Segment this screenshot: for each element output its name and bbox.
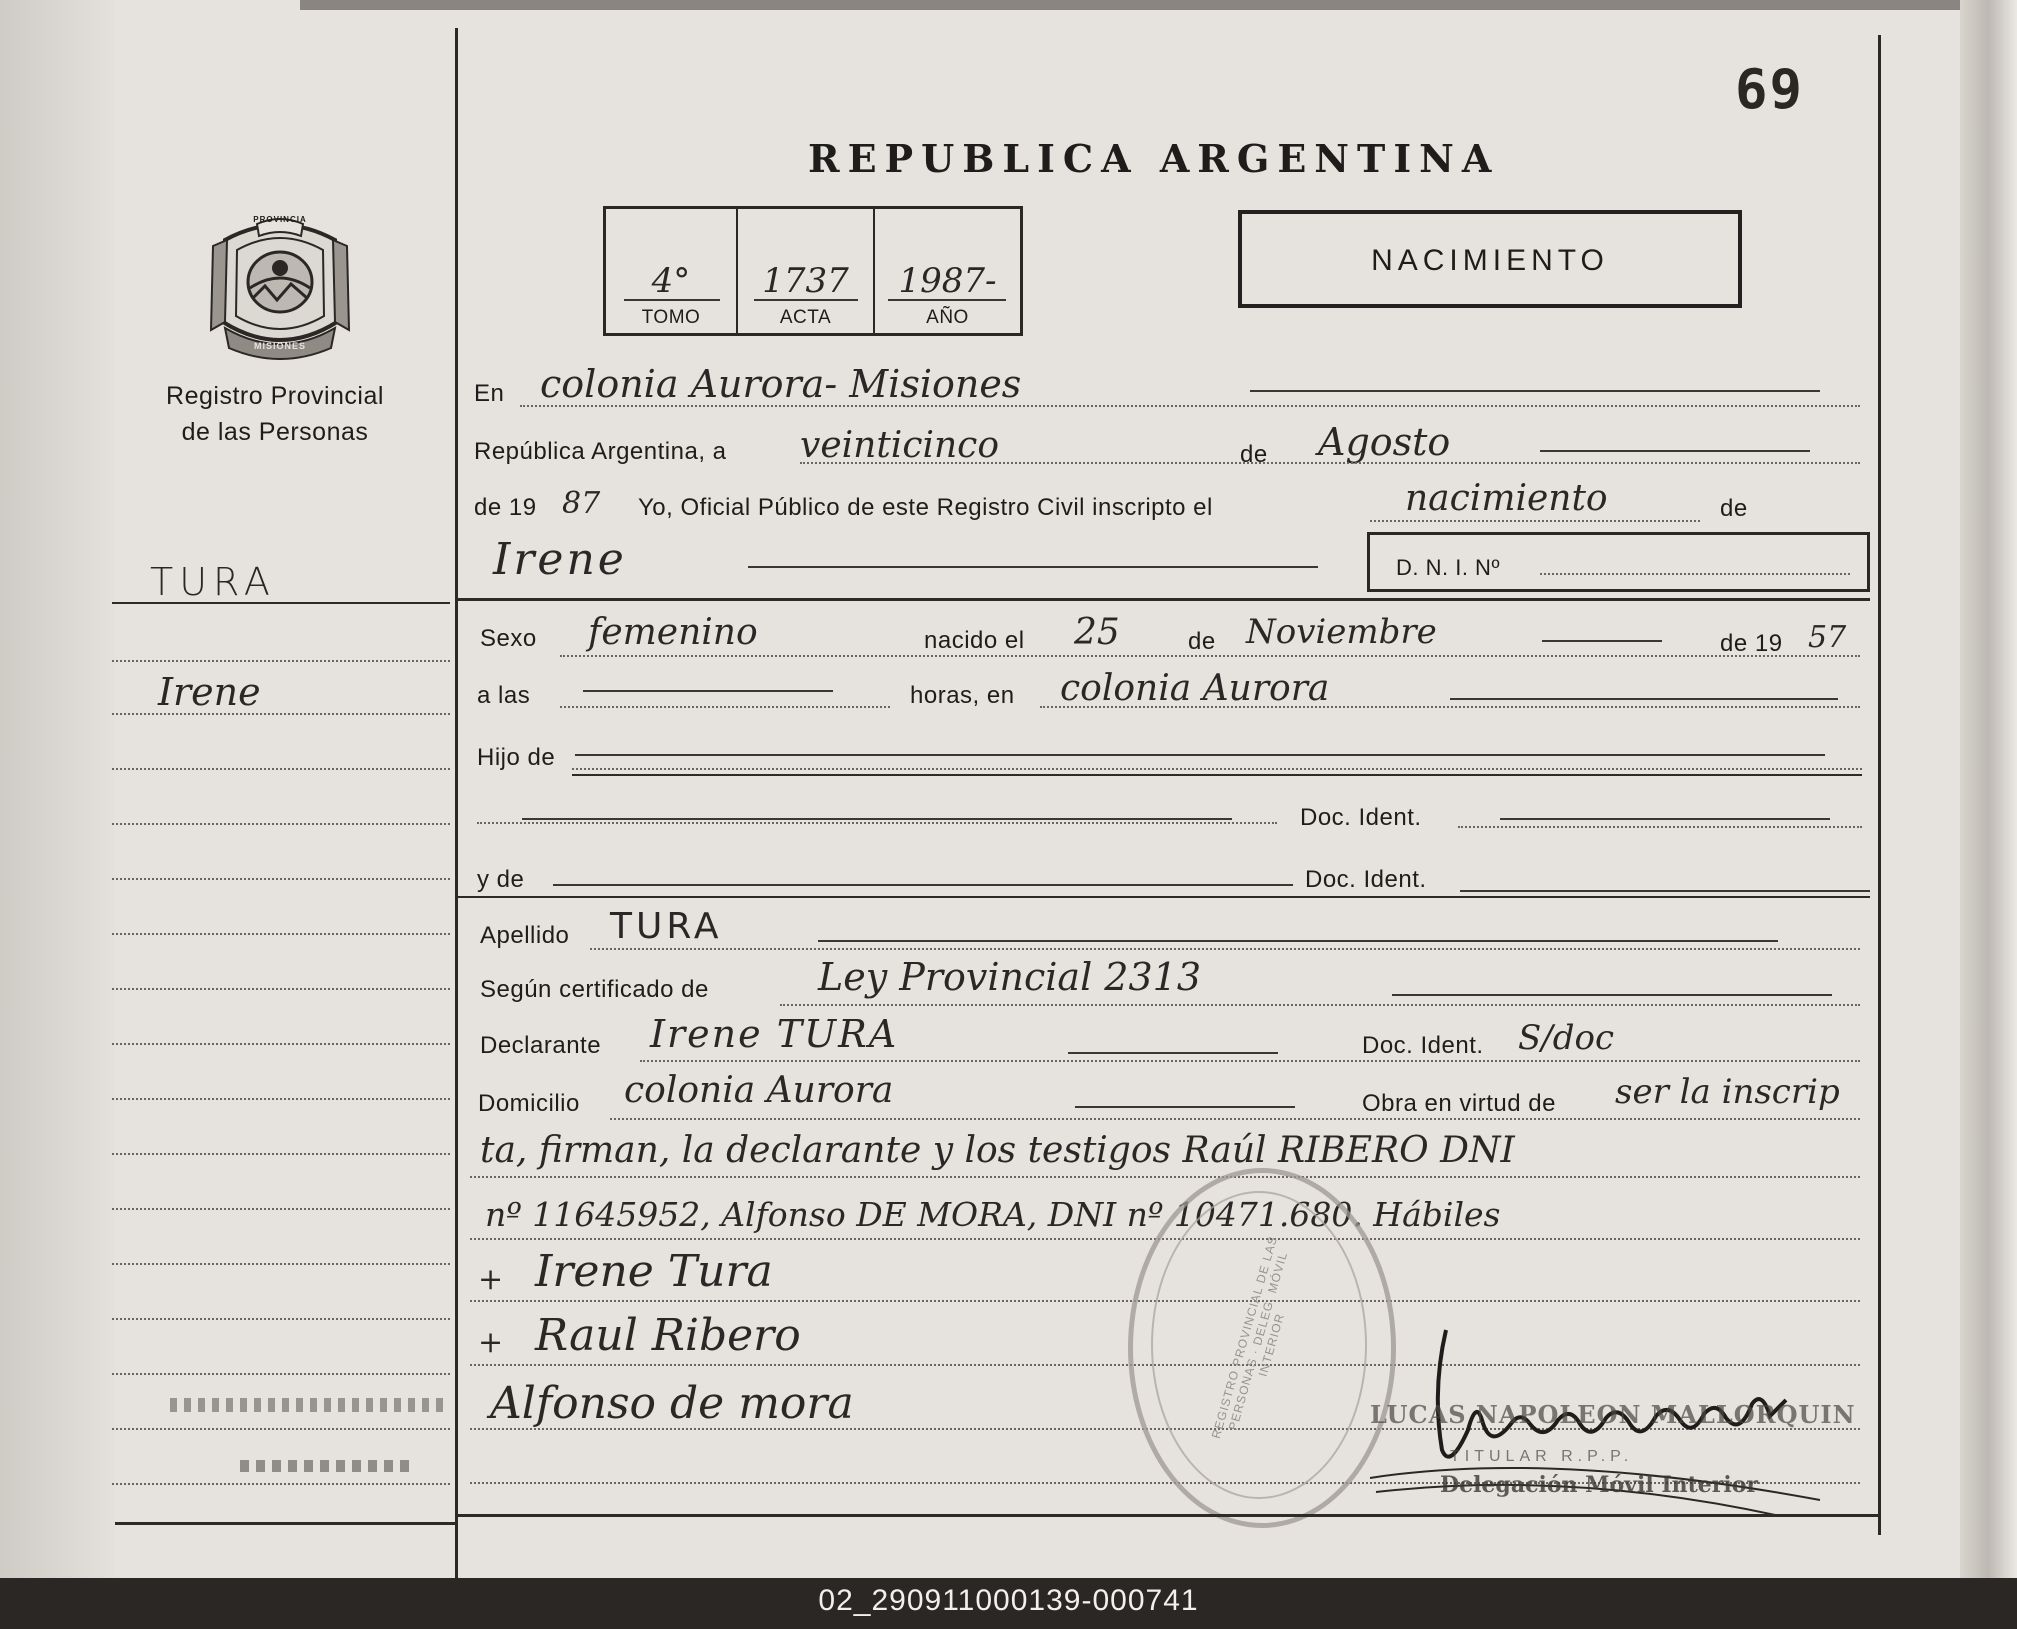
margin-surname: TURA [150,560,276,604]
office-line-2: de las Personas [181,418,369,446]
dots-row2 [800,462,1860,464]
round-seal-text: REGISTRO PROVINCIAL DE LAS PERSONAS · DELEG. MÓVIL INTERIOR [1208,1234,1291,1441]
label-doc-ident-1: Doc. Ident. [1300,804,1422,831]
dots-row5 [560,655,1860,657]
form-bottom-rule [458,1514,1878,1517]
line-lugar [1250,390,1820,392]
rule-after-name [458,598,1870,601]
tomo-value: 4° [651,261,691,301]
dots-doc-ident-1 [1458,826,1862,828]
stamp-official-unit: Delegación Móvil Interior [1440,1472,1758,1498]
label-hijo-de: Hijo de [477,744,556,771]
margin-dotted-13 [112,1318,450,1320]
margin-rule-1 [112,602,450,604]
field-dia: veinticinco [800,425,1000,466]
dni-box [1367,532,1870,592]
label-de19-2: de 19 [1720,630,1783,657]
footer-image-id: 02_290911000139-000741 [818,1584,1199,1617]
anio-underline [888,299,1006,301]
field-domicilio: colonia Aurora [624,1070,894,1111]
dots-hora [560,706,890,708]
provincial-seal [205,210,355,360]
dots-row13 [610,1118,1860,1120]
line-lugar-nac [1450,698,1838,700]
act-type-box [1238,210,1742,308]
line-mes-nac [1542,640,1662,642]
dots-text-2 [470,1176,1860,1178]
margin-dotted-7 [112,988,450,990]
acta-value: 1737 [762,261,849,301]
anio-label: AÑO [926,307,969,328]
field-apellido: TURA [610,906,723,947]
line-apellido [818,940,1778,942]
label-de19: de 19 [474,494,537,521]
office-line-1: Registro Provincial [166,382,384,410]
anio-value: 1987- [898,261,997,301]
dots-row8 [477,822,1277,824]
line-certificado [1392,994,1832,996]
label-en: En [474,380,505,407]
text-line-3: nº 11645952, Alfonso DE MORA, DNI nº 10471.680. Hábiles [485,1195,1501,1234]
label-y-de: y de [477,866,525,893]
label-sexo: Sexo [480,625,537,652]
field-certificado: Ley Provincial 2313 [818,955,1202,999]
label-doc-ident-3: Doc. Ident. [1362,1032,1484,1059]
seal-text-bottom: MISIONES [253,341,306,351]
seal-text-top: PROVINCIA [253,215,307,224]
signature-1: Irene Tura [535,1246,773,1297]
sign-x-2: + [478,1325,504,1360]
line-declarante [1068,1052,1278,1054]
line-y-de [553,884,1293,886]
right-frame-rule [1878,35,1881,1535]
rule-y-de [458,896,1870,898]
margin-given-name: Irene [158,670,261,714]
margin-dotted-6 [112,933,450,935]
margin-dotted-3 [112,768,450,770]
label-nacido: nacido el [924,627,1025,654]
line-hijo-de [575,754,1825,756]
dots-dni [1540,573,1850,575]
field-inscripcion: nacimiento [1405,478,1608,519]
label-de-3: de [1188,628,1216,655]
field-sexo: femenino [588,612,758,653]
line-hora [583,690,833,692]
margin-dotted-16 [112,1483,450,1485]
tomo-label: TOMO [641,307,701,328]
page-number: 69 [1735,58,1805,121]
label-domicilio: Domicilio [478,1090,580,1117]
label-yo: Yo, Oficial Público de este Registro Civil inscripto el [638,494,1213,521]
dots-row10 [590,948,1860,950]
label-segun: Según certificado de [480,976,709,1003]
label-declarante: Declarante [480,1032,602,1059]
margin-divider [455,28,458,1578]
label-de-2: de [1720,495,1748,522]
page-left-shadow [0,0,115,1578]
line-row8 [522,818,1232,820]
signature-3: Alfonso de mora [490,1378,854,1429]
dots-row11 [780,1004,1860,1006]
page-right-edge [1960,0,2017,1578]
stamp-official-name: LUCAS NAPOLEON MALLORQUIN [1370,1400,1856,1429]
line-mes [1540,450,1810,452]
signature-2: Raul Ribero [535,1310,801,1361]
margin-dotted-9 [112,1098,450,1100]
margin-dotted-14 [112,1373,450,1375]
label-de-1: de [1240,441,1268,468]
sign-x-1: + [478,1262,504,1297]
line-doc-ident-2 [1460,890,1870,892]
margin-dotted-4 [112,823,450,825]
margin-dotted-5 [112,878,450,880]
document-heading: REPUBLICA ARGENTINA [808,136,1500,181]
field-declarante: Irene TURA [650,1012,899,1056]
acta-underline [754,299,858,301]
margin-dotted-10 [112,1153,450,1155]
field-anio-nac: 57 [1808,620,1847,655]
label-a-las: a las [477,682,531,709]
margin-dotted-8 [112,1043,450,1045]
dots-row7 [572,768,1862,770]
dots-row6 [1040,706,1860,708]
label-horas-en: horas, en [910,682,1015,709]
field-dia-nac: 25 [1074,612,1120,653]
label-obra: Obra en virtud de [1362,1090,1556,1117]
field-lugar-nac: colonia Aurora [1060,668,1330,709]
margin-dotted-1 [112,660,450,662]
field-lugar: colonia Aurora- Misiones [540,362,1022,406]
field-doc-declarante: S/doc [1518,1018,1615,1058]
rule-hijo-de [572,774,1862,776]
registry-box [603,206,1023,336]
field-mes-nac: Noviembre [1246,612,1437,652]
label-republica: República Argentina, a [474,438,727,465]
margin-dotted-11 [112,1208,450,1210]
margin-dotted-2 [112,713,450,715]
field-mes: Agosto [1318,420,1451,464]
page-top-edge [300,0,1980,10]
margin-smudge-2 [240,1460,410,1472]
dots-row1 [520,405,1860,407]
margin-dotted-12 [112,1263,450,1265]
label-dni: D. N. I. Nº [1396,555,1500,580]
dots-row3 [1370,520,1700,522]
field-obra: ser la inscrip [1615,1072,1840,1112]
margin-smudge-1 [170,1398,450,1412]
dots-row12 [640,1060,1860,1062]
label-doc-ident-2: Doc. Ident. [1305,866,1427,893]
text-line-2: ta, firman, la declarante y los testigos Raúl RIBERO DNI [480,1130,1515,1171]
margin-bottom-rule [115,1522,455,1525]
label-apellido: Apellido [480,922,570,949]
acta-label: ACTA [779,307,832,328]
tomo-underline [624,299,720,301]
margin-dotted-15 [112,1428,450,1430]
line-doc-ident-1 [1500,818,1830,820]
field-nombre: Irene [493,534,627,585]
line-domicilio [1075,1106,1295,1108]
field-anio-suffix: 87 [562,486,601,521]
act-type-label: NACIMIENTO [1371,244,1609,277]
line-nombre [748,566,1318,568]
stamp-official-title: TITULAR R.P.P. [1450,1448,1634,1465]
